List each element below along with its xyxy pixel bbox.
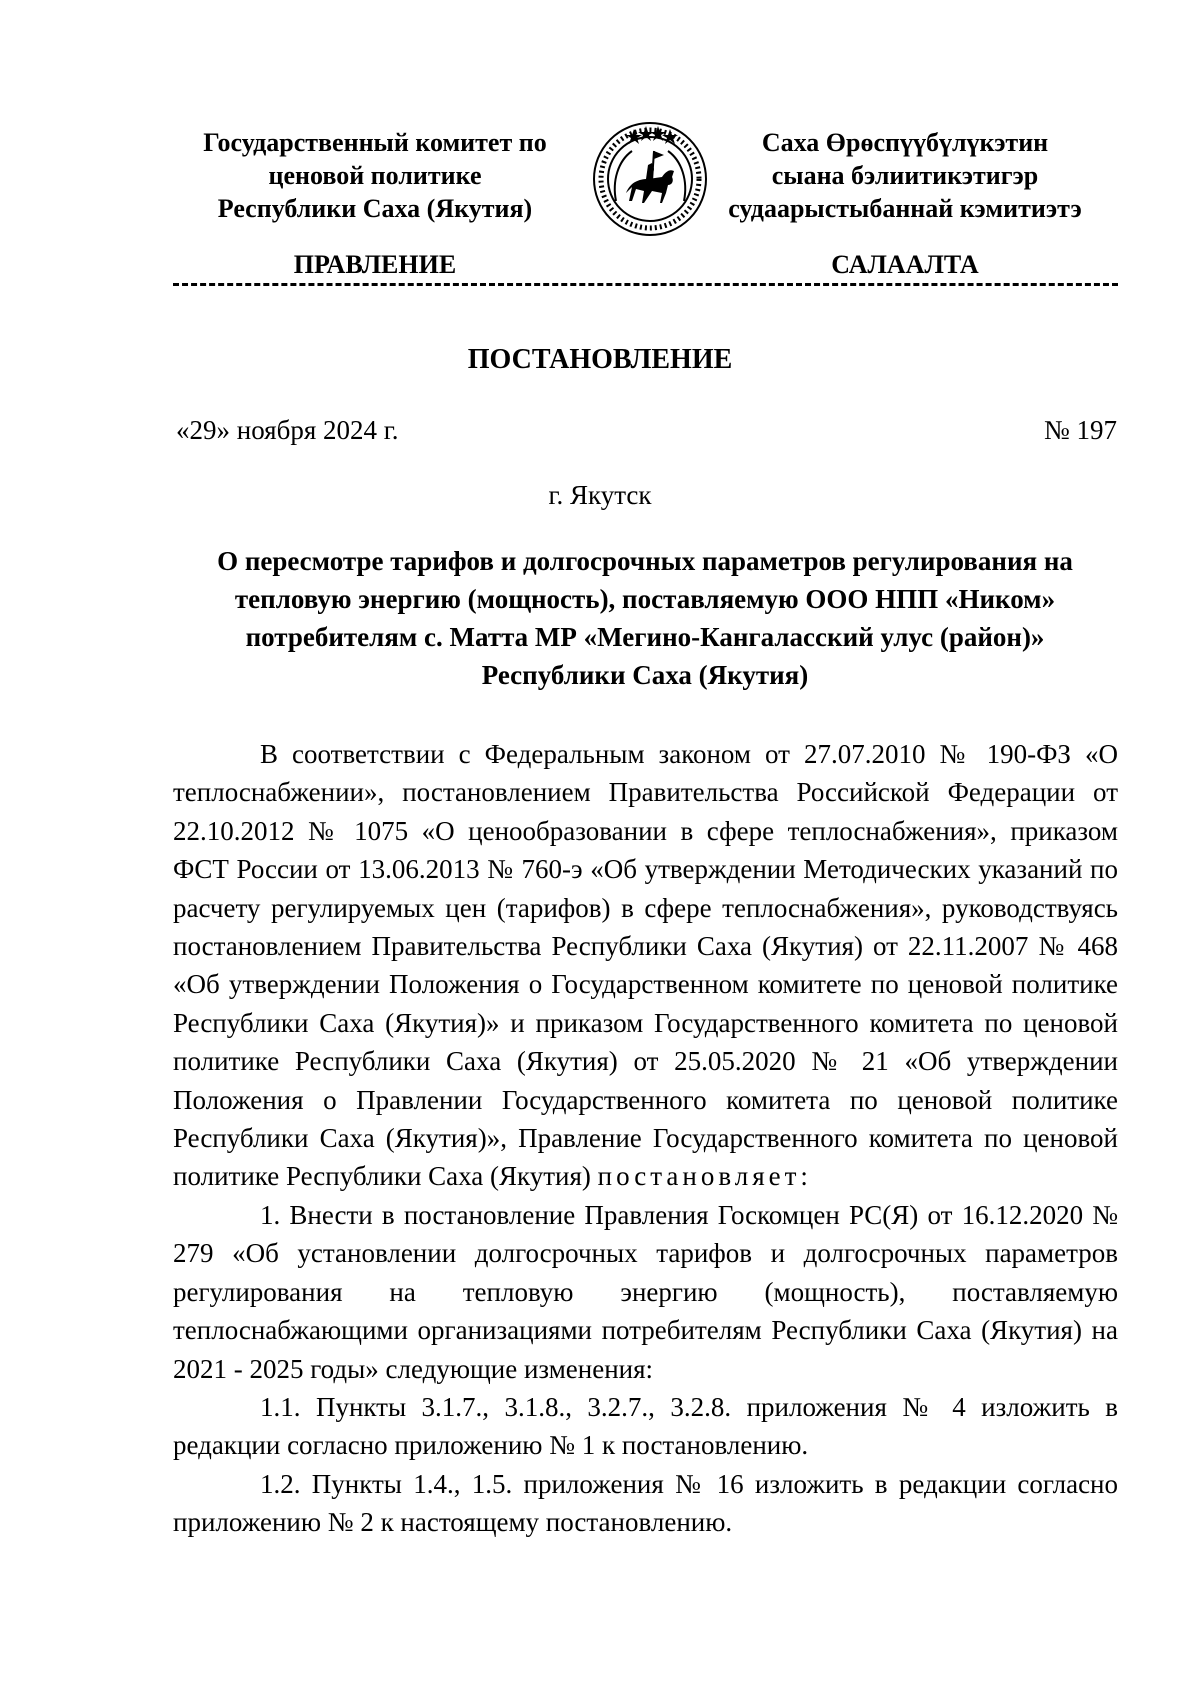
header-line: Республики Саха (Якутия) <box>217 194 533 223</box>
document-date: «29» ноября 2024 г. <box>176 415 399 445</box>
subject-line: тепловую энергию (мощность), поставляемую ООО НПП «Ником» <box>234 584 1056 614</box>
dashed-separator <box>173 283 1118 286</box>
document-body <box>173 735 1118 1542</box>
header-line: судаарыстыбаннай кэмитиэтэ <box>728 194 1082 223</box>
item-1-1: 1.1. Пункты 3.1.7., 3.1.8., 3.2.7., 3.2.8. приложения № 4 изложить в редакции согласно приложению № 1 к постановлению. <box>173 1391 1118 1461</box>
preamble-paragraph <box>173 735 1118 1196</box>
board-label-yakut: САЛААЛТА <box>831 250 979 279</box>
subject-line: О пересмотре тарифов и долгосрочных параметров регулирования на <box>217 546 1073 576</box>
header-line: сыана бэлиитикэтигэр <box>771 161 1039 190</box>
board-label-russian: ПРАВЛЕНИЕ <box>293 250 457 279</box>
item-1: 1. Внести в постановление Правления Госкомцен РС(Я) от 16.12.2020 № 279 «Об установлении долгосрочных тарифов и долгосрочных параметров регулирования на тепловую энергию (мощность), поставляемую теплоснабжающими организациями потребителям Республики Саха (Якутия) на 2021 - 2025 годы» следующие изменения: <box>173 1199 1118 1384</box>
resolves-word: постановляет: <box>597 1161 812 1192</box>
committee-name-yakut <box>700 126 1110 225</box>
coat-of-arms-sakha-icon <box>592 121 708 237</box>
item-1-2: 1.2. Пункты 1.4., 1.5. приложения № 16 изложить в редакции согласно приложению № 2 к настоящему постановлению. <box>173 1468 1118 1538</box>
document-type-title: ПОСТАНОВЛЕНИЕ <box>467 344 733 375</box>
document-city: г. Якутск <box>548 480 652 510</box>
document-number: № 197 <box>1043 415 1117 445</box>
header-line: ценовой политике <box>268 161 482 190</box>
committee-name-russian <box>175 126 575 225</box>
subject-line: потребителям с. Матта МР «Мегино-Кангаласский улус (район)» <box>245 622 1045 652</box>
header-line: Государственный комитет по <box>203 128 547 157</box>
document-subject <box>170 542 1120 694</box>
preamble-text: В соответствии с Федеральным законом от 27.07.2010 № 190-ФЗ «О теплоснабжении», постановлением Правительства Российской Федерации от 22.10.2012 № 1075 «О ценообразовании в сфере теплоснабжения», приказом ФСТ России от 13.06.2013 № 760-э «Об утверждении Методических указаний по расчету регулируемых цен (тарифов) в сфере теплоснабжения», руководствуясь постановлением Правительства Республики Саха (Якутия) от 22.11.2007 № 468 «Об утверждении Положения о Государственном комитете по ценовой политике Республики Саха (Якутия)» и приказом Государственного комитета по ценовой политике Республики Саха (Якутия) от 25.05.2020 № 21 «Об утверждении Положения о Правлении Государственного комитета по ценовой политике Республики Саха (Якутия)», Правление Государственного комитета по ценовой политике Республики Саха (Якутия) <box>173 739 1118 1192</box>
header-line: Саха Өрөспүүбүлүкэтин <box>761 128 1049 157</box>
subject-line: Республики Саха (Якутия) <box>481 660 809 690</box>
